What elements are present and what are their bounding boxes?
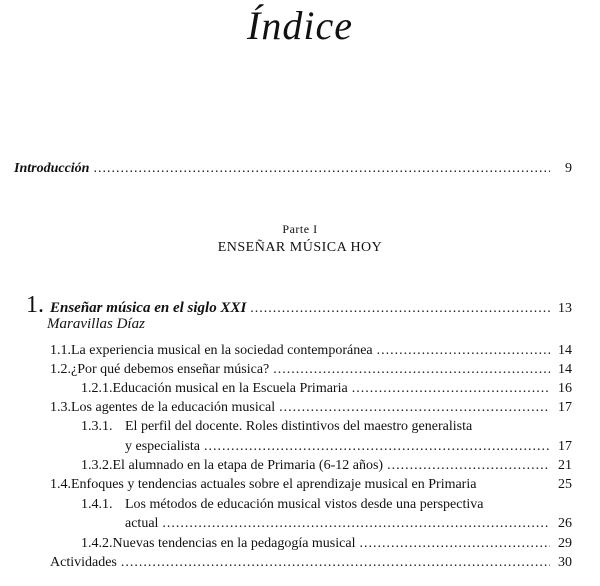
toc-leader — [162, 515, 550, 533]
toc-leader — [250, 296, 550, 322]
toc-leader — [279, 399, 550, 417]
toc-entry-line1[interactable] — [81, 496, 572, 514]
toc-entry-line1[interactable] — [81, 418, 572, 436]
toc-page-number: 14 — [558, 343, 572, 358]
toc-page-number: 25 — [558, 477, 572, 492]
toc-page-number: 29 — [558, 536, 572, 551]
toc-entry-actividades[interactable] — [50, 554, 572, 572]
toc-page-number: 30 — [558, 555, 572, 570]
toc-entry-title: Los métodos de educación musical vistos desde una perspectiva — [125, 497, 484, 512]
toc-page-number: 17 — [558, 439, 572, 454]
toc-entry-title-cont: actual — [125, 516, 159, 531]
toc-entry[interactable] — [50, 476, 572, 494]
toc-entry-title: Nuevas tendencias en la pedagogía musical — [112, 536, 356, 551]
toc-entry-introduccion[interactable] — [14, 160, 572, 178]
toc-leader — [121, 554, 550, 572]
toc-entry-number: 1.1. — [50, 343, 71, 358]
toc-entry-title: El perfil del docente. Roles distintivos del maestro generalista — [125, 419, 473, 434]
toc-entry-number: 1.3. — [50, 400, 71, 415]
toc-entry[interactable] — [50, 399, 572, 417]
toc-entry-title: Enfoques y tendencias actuales sobre el aprendizaje musical en Primaria — [71, 477, 477, 492]
toc-entry-title: ¿Por qué debemos enseñar música? — [71, 362, 270, 377]
toc-entry-title: La experiencia musical en la sociedad contemporánea — [71, 343, 373, 358]
toc-entry-number: 1.4. — [50, 477, 71, 492]
toc-entry[interactable] — [81, 535, 572, 553]
toc-page-number: 21 — [558, 458, 572, 473]
toc-entry-line2[interactable] — [125, 515, 572, 533]
toc-leader — [93, 160, 550, 178]
toc-leader — [359, 535, 550, 553]
part-label: Parte I — [282, 222, 318, 236]
page-title: Índice — [247, 3, 353, 48]
toc-entry-number: 1.3.2. — [81, 458, 113, 473]
toc-entry[interactable] — [50, 361, 572, 379]
toc-page-number: 13 — [558, 301, 572, 316]
toc-entry-number: 1.3.1. — [81, 419, 113, 434]
chapter-author: Maravillas Díaz — [47, 316, 145, 332]
toc-leader — [387, 457, 550, 475]
toc-entry-title: Los agentes de la educación musical — [71, 400, 276, 415]
part-title: ENSEÑAR MÚSICA HOY — [217, 240, 383, 255]
toc-page-number: 16 — [558, 381, 572, 396]
toc-entry-title: Educación musical en la Escuela Primaria — [112, 381, 348, 396]
toc-entry-number: 1.2.1. — [81, 381, 113, 396]
toc-entry-title: El alumnado en la etapa de Primaria (6-12 años) — [112, 458, 384, 473]
chapter-title: Enseñar música en el siglo XXI — [50, 300, 247, 316]
toc-page-number: 26 — [558, 516, 572, 531]
toc-leader — [273, 361, 550, 379]
chapter-number: 1. — [26, 292, 44, 318]
toc-entry-title-cont: y especialista — [125, 439, 201, 454]
toc-entry-title: Actividades — [50, 555, 117, 570]
toc-entry-line2[interactable] — [125, 438, 572, 456]
toc-entry-number: 1.2. — [50, 362, 71, 377]
toc-entry[interactable] — [81, 457, 572, 475]
toc-entry-number: 1.4.1. — [81, 497, 113, 512]
toc-entry-number: 1.4.2. — [81, 536, 113, 551]
toc-page-number: 17 — [558, 400, 572, 415]
toc-entry[interactable] — [50, 342, 572, 360]
toc-page-number: 9 — [565, 161, 572, 176]
toc-leader — [204, 438, 550, 456]
toc-page-number: 14 — [558, 362, 572, 377]
toc-entry-title: Introducción — [14, 161, 90, 176]
toc-leader — [377, 342, 550, 360]
toc-entry[interactable] — [81, 380, 572, 398]
toc-leader — [352, 380, 550, 398]
